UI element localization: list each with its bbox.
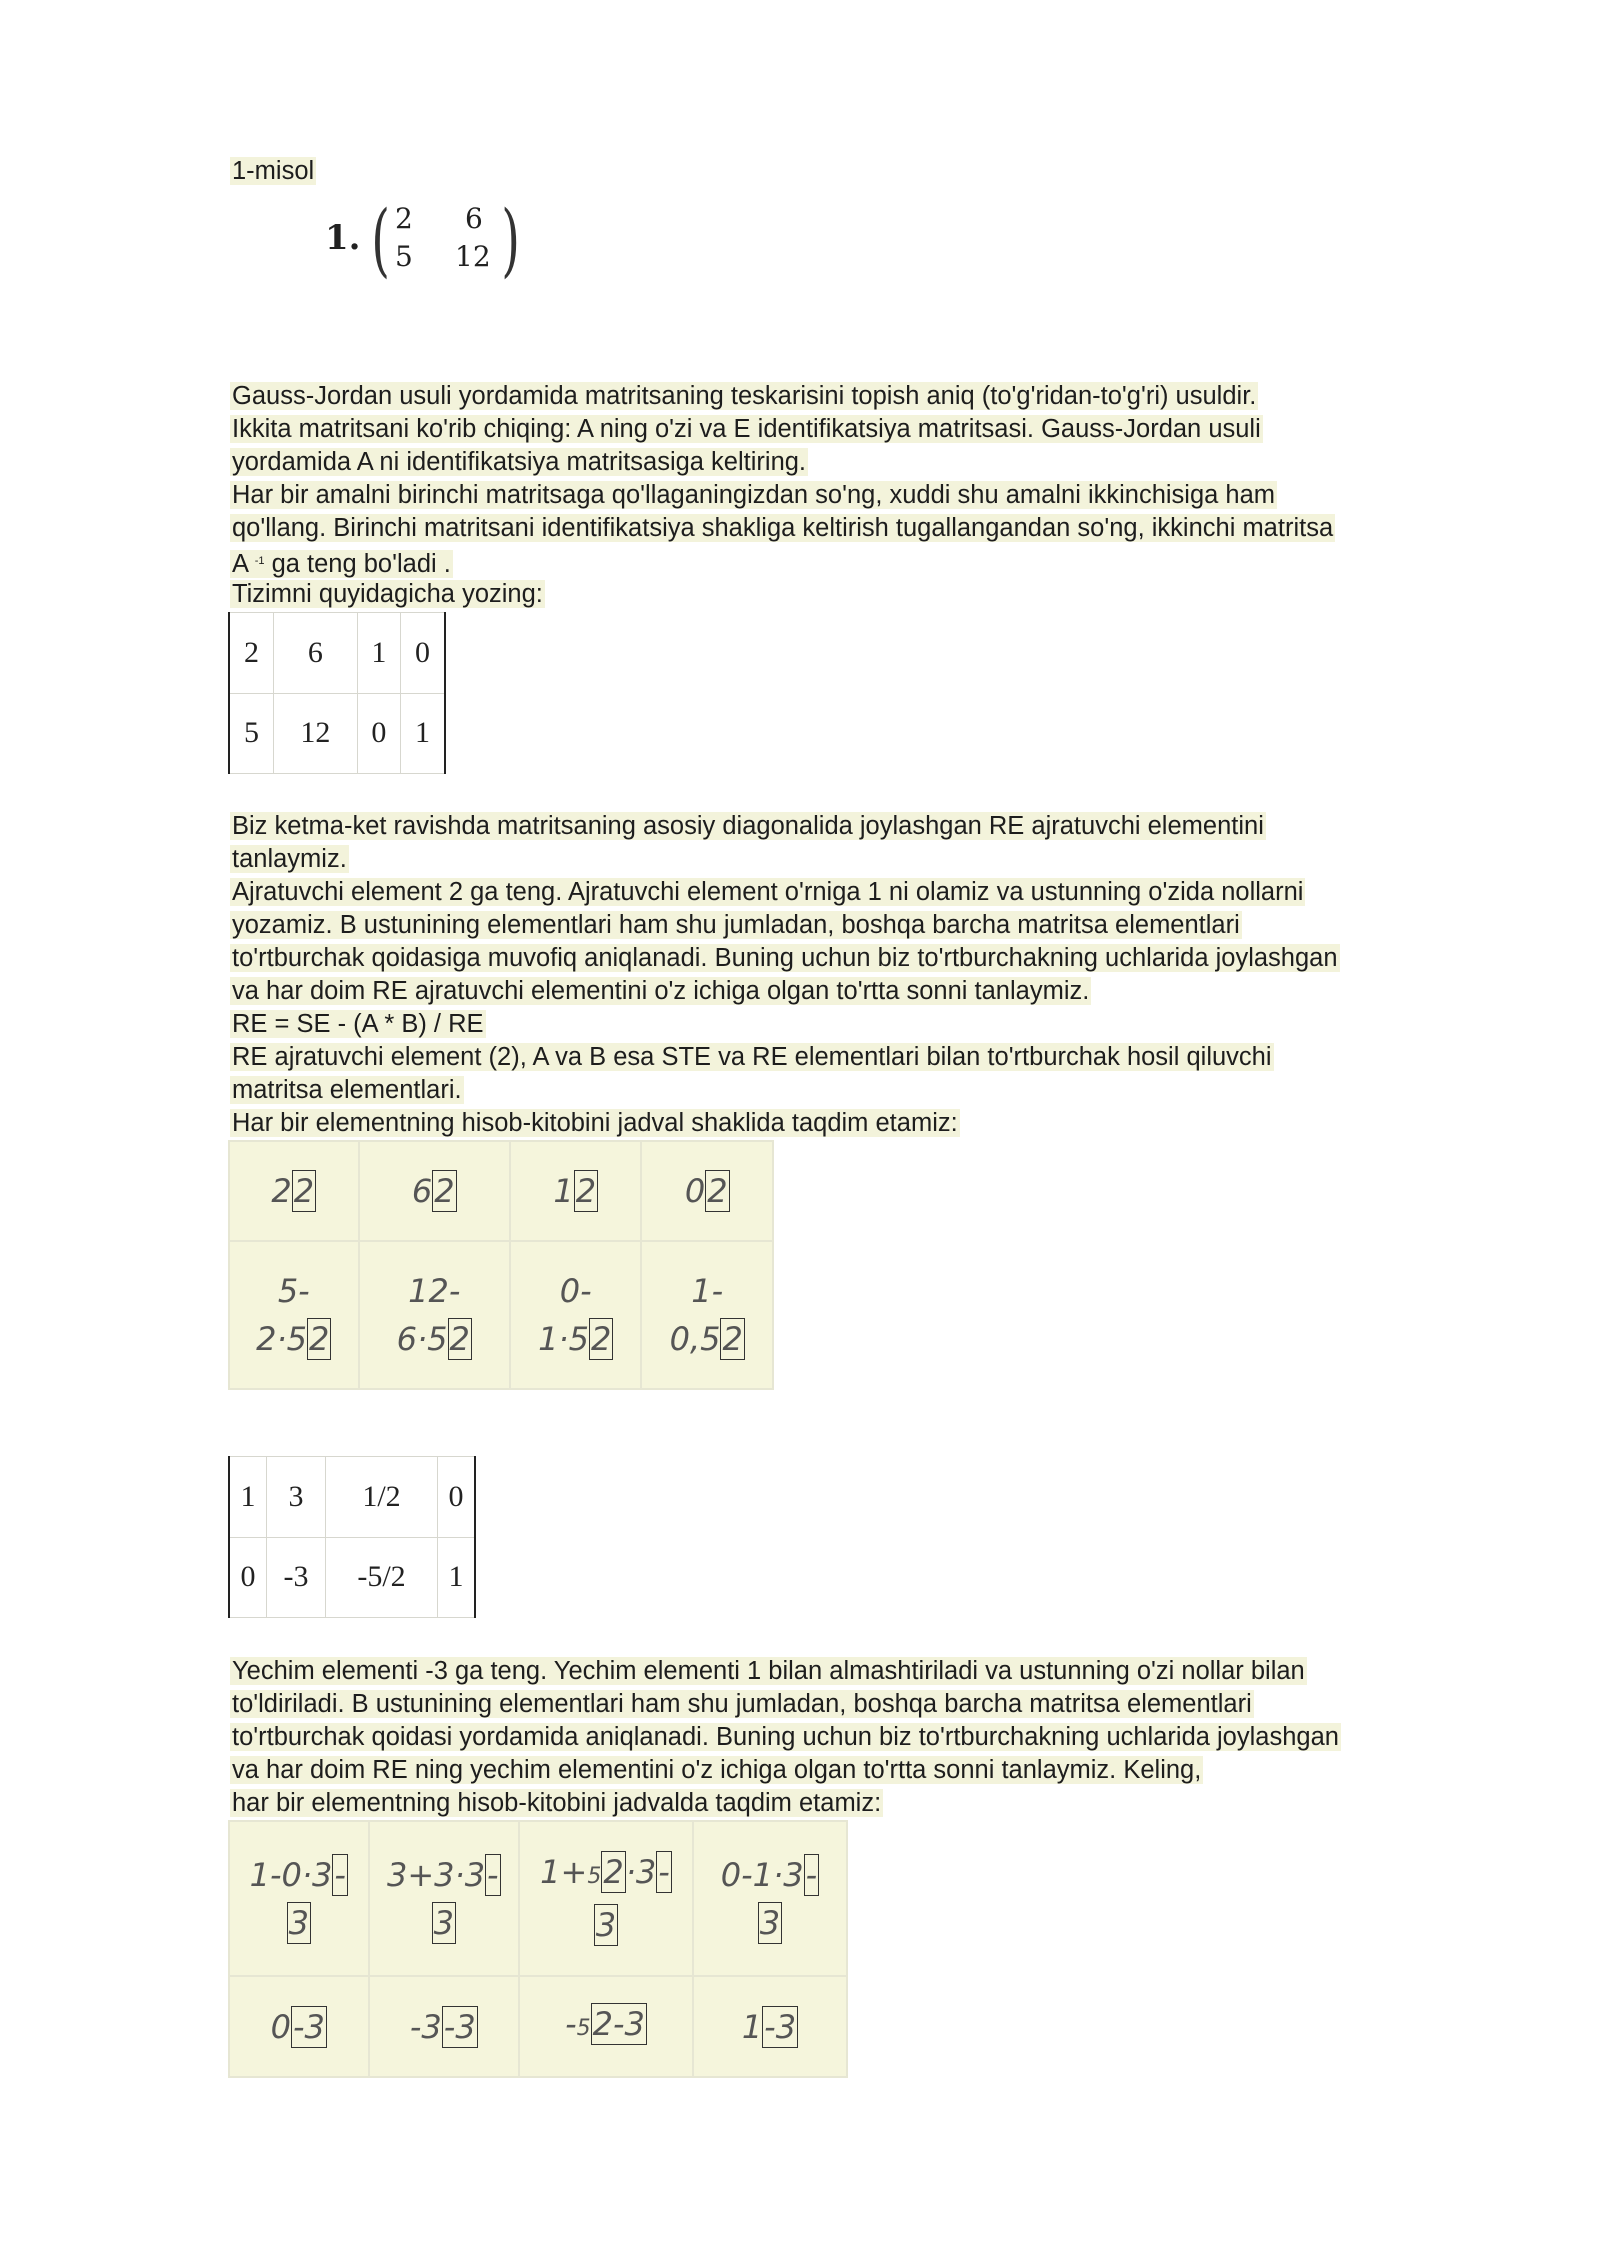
calc-cell: 1+52·3- 3 bbox=[519, 1821, 693, 1976]
calculation-table-2 bbox=[228, 1820, 848, 2078]
matrix-cell: 2 bbox=[395, 202, 413, 235]
text-line: qo'llang. Birinchi matritsani identifikatsiya shakliga keltirish tugallangandan so'ng, ikkinchi matritsa bbox=[232, 514, 1334, 542]
calc-cell: 3+3·3- 3 bbox=[369, 1821, 520, 1976]
calc-cell: 12- 6·52 bbox=[359, 1241, 510, 1389]
text-line: yozamiz. B ustunining elementlari ham shu jumladan, boshqa barcha matritsa elementlari bbox=[232, 911, 1240, 939]
text-line: to'rtburchak qoidasi yordamida aniqlanadi. Buning uchun biz to'rtburchakning uchlarida joylashgan bbox=[232, 1723, 1339, 1751]
text-line: Ikkita matritsani ko'rib chiqing: A ning o'zi va E identifikatsiya matritsasi. Gauss-Jordan usuli bbox=[232, 415, 1261, 443]
text-line: Yechim elementi -3 ga teng. Yechim elementi 1 bilan almashtiriladi va ustunning o'zi nollar bilan bbox=[232, 1657, 1305, 1685]
text-line: Gauss-Jordan usuli yordamida matritsaning teskarisini topish aniq (to'g'ridan-to'g'ri) usuldir. bbox=[232, 382, 1257, 410]
calc-cell: -52-3 bbox=[519, 1976, 693, 2077]
calc-cell: 02 bbox=[641, 1141, 773, 1241]
matrix-cell: 0 bbox=[229, 1537, 266, 1618]
calc-cell: 0-1·3- 3 bbox=[693, 1821, 847, 1976]
matrix-cell: 1 bbox=[400, 693, 445, 774]
matrix-cell: -3 bbox=[266, 1537, 325, 1618]
calc-cell: -3-3 bbox=[369, 1976, 520, 2077]
text-line: RE ajratuvchi element (2), A va B esa STE va RE elementlari bilan to'rtburchak hosil qiluvchi bbox=[232, 1043, 1272, 1071]
matrix-cell: 0 bbox=[438, 1457, 475, 1538]
text-line: Har bir elementning hisob-kitobini jadval shaklida taqdim etamiz: bbox=[232, 1109, 958, 1137]
text-line: Ajratuvchi element 2 ga teng. Ajratuvchi element o'rniga 1 ni olamiz va ustunning o'zida nollarni bbox=[232, 878, 1304, 906]
matrix-cell: -5/2 bbox=[326, 1537, 438, 1618]
text-line: Har bir amalni birinchi matritsaga qo'llaganingizdan so'ng, xuddi shu amalni ikkinchisiga ham bbox=[232, 481, 1276, 509]
matrix-cell: 1 bbox=[438, 1537, 475, 1618]
matrix-cell: 0 bbox=[400, 613, 445, 694]
text-line: va har doim RE ajratuvchi elementini o'z ichiga olgan to'rtta sonni tanlaymiz. bbox=[232, 977, 1090, 1005]
calc-cell: 22 bbox=[229, 1141, 359, 1241]
calc-cell: 62 bbox=[359, 1141, 510, 1241]
text-line: yordamida A ni identifikatsiya matritsasiga keltiring. bbox=[232, 448, 807, 476]
matrix-cell: 3 bbox=[266, 1457, 325, 1538]
text-line: Biz ketma-ket ravishda matritsaning asosiy diagonalida joylashgan RE ajratuvchi elementini bbox=[232, 812, 1264, 840]
calc-cell: 0- 1·52 bbox=[510, 1241, 642, 1389]
calc-cell: 0-3 bbox=[229, 1976, 369, 2077]
matrix-cell: 12 bbox=[455, 240, 491, 273]
matrix-cell: 1 bbox=[357, 613, 400, 694]
calculation-table-1 bbox=[228, 1140, 774, 1390]
matrix-cell: 5 bbox=[229, 693, 274, 774]
calc-cell: 1- 0,52 bbox=[641, 1241, 773, 1389]
calc-cell: 5- 2·52 bbox=[229, 1241, 359, 1389]
text-line: tanlaymiz. bbox=[232, 845, 347, 873]
problem-number: 1. bbox=[325, 218, 361, 258]
text-line: A $^{-1}$ ga teng bo'ladi . bbox=[232, 550, 451, 578]
augmented-matrix-1 bbox=[228, 612, 446, 774]
calc-cell: 1-0·3- 3 bbox=[229, 1821, 369, 1976]
matrix-cell: 1/2 bbox=[326, 1457, 438, 1538]
matrix-cell: 0 bbox=[357, 693, 400, 774]
formula-line: RE = SE - (A * B) / RE bbox=[232, 1010, 484, 1038]
text-line: va har doim RE ning yechim elementini o'z ichiga olgan to'rtta sonni tanlaymiz. Keling, bbox=[232, 1756, 1202, 1784]
left-paren: ( bbox=[371, 193, 390, 286]
augmented-matrix-2 bbox=[228, 1456, 476, 1618]
matrix-cell: 6 bbox=[274, 613, 358, 694]
text-line: to'rtburchak qoidasiga muvofiq aniqlanadi. Buning uchun biz to'rtburchakning uchlarida joylashgan bbox=[232, 944, 1338, 972]
text-line: to'ldiriladi. B ustunining elementlari ham shu jumladan, boshqa barcha matritsa elementlari bbox=[232, 1690, 1252, 1718]
text-line: matritsa elementlari. bbox=[232, 1076, 462, 1104]
text-line: Tizimni quyidagicha yozing: bbox=[232, 580, 543, 608]
text-line: har bir elementning hisob-kitobini jadvalda taqdim etamiz: bbox=[232, 1789, 882, 1817]
matrix-cell: 1 bbox=[229, 1457, 266, 1538]
matrix-cell: 2 bbox=[229, 613, 274, 694]
right-paren: ) bbox=[501, 193, 520, 286]
matrix-cell: 5 bbox=[395, 240, 413, 273]
example-heading: 1-misol bbox=[232, 157, 315, 185]
problem-matrix-image bbox=[325, 193, 525, 290]
matrix-cell: 6 bbox=[465, 202, 483, 235]
calc-cell: 12 bbox=[510, 1141, 642, 1241]
calc-cell: 1-3 bbox=[693, 1976, 847, 2077]
matrix-cell: 12 bbox=[274, 693, 358, 774]
